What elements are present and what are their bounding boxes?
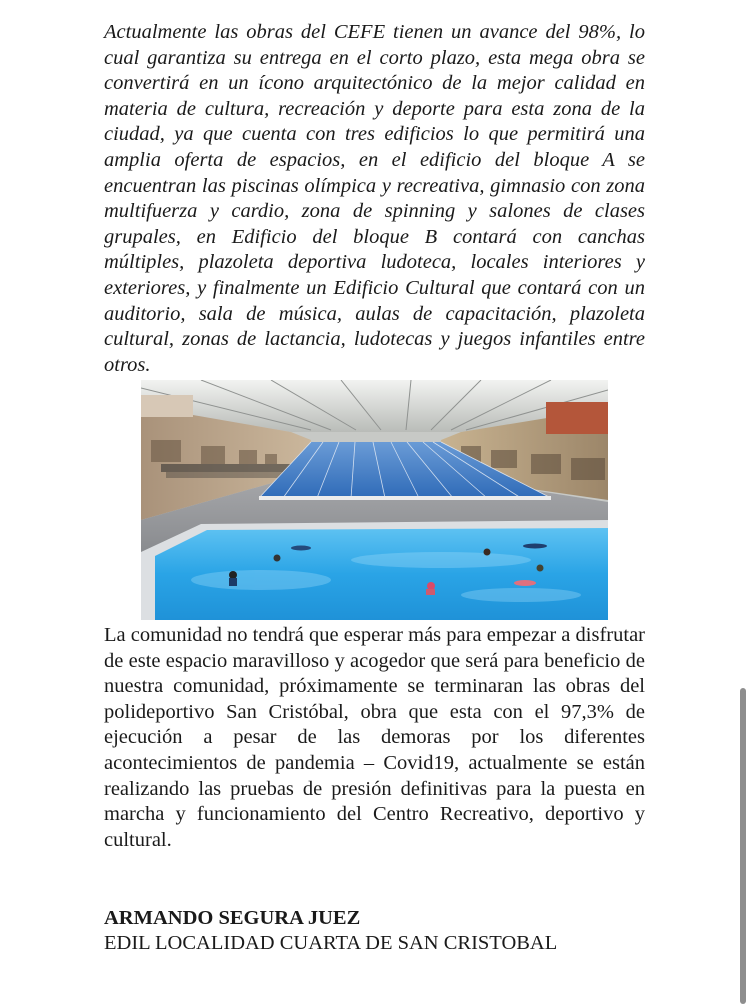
paragraph-cefe-progress: Actualmente las obras del CEFE tienen un avance del 98%, lo cual garantiza su entrega en el corto plazo, esta mega obra se convertirá en un ícono arquitectónico de la mejor calidad en materia de cultura, recreación y deporte para esta zona de la ciudad, ya que cuenta con tres edificios lo que permitirá una amplia oferta de espacios, en el edificio del bloque A se encuentran las piscinas olímpica y recreativa, gimnasio con zona multifuerza y cardio, zona de spinning y salones de clases grupales, en Edificio del bloque B contará con canchas múltiples, plazoleta deportiva ludoteca, locales interiores y exteriores, y finalmente un Edificio Cultural que contará con un auditorio, sala de música, aulas de capacitación, plazoleta cultural, zonas de lactancia, ludotecas y juegos infantiles entre otros.: [104, 21, 645, 376]
swimming-pool-photo: [141, 380, 608, 620]
signature-name: ARMANDO SEGURA JUEZ: [104, 907, 361, 929]
vertical-scrollbar[interactable]: [740, 688, 746, 1004]
paragraph-community: La comunidad no tendrá que esperar más para empezar a disfrutar de este espacio maravilloso y acogedor que será para beneficio de nuestra comunidad, próximamente se terminaran las obras del polideportivo San Cristóbal, obra que esta con el 97,3% de ejecución a pesar de las demoras por los diferentes acontecimientos de pandemia – Covid19, actualmente se están realizando las pruebas de presión definitivas para la puesta en marcha y funcionamiento del Centro Recreativo, deportivo y cultural.: [104, 624, 645, 851]
signature-role: EDIL LOCALIDAD CUARTA DE SAN CRISTOBAL: [104, 932, 558, 954]
